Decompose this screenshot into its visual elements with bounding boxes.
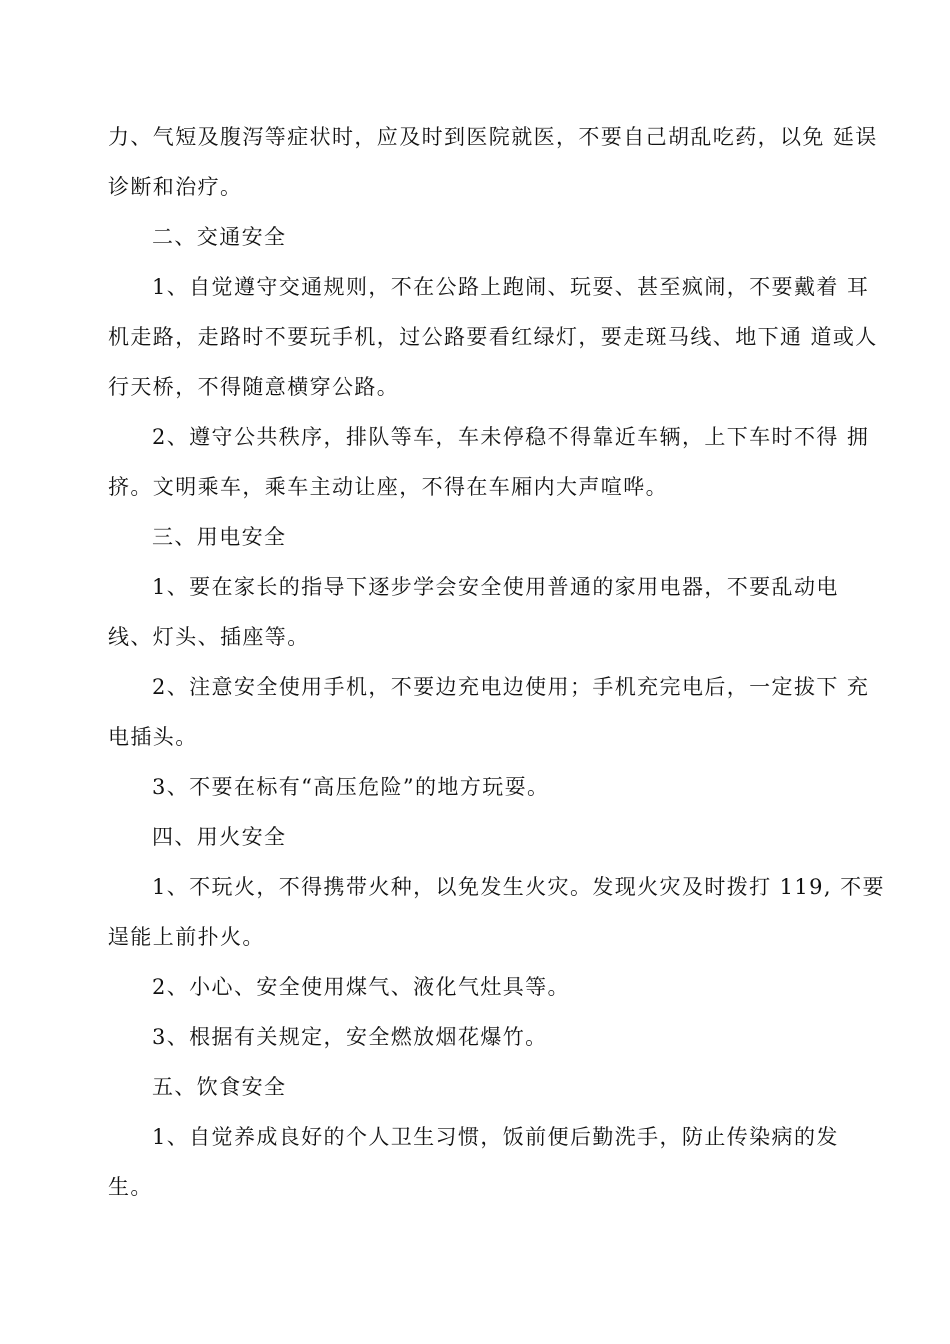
paragraph-line: 行天桥，不得随意横穿公路。 xyxy=(108,375,400,399)
paragraph-line: 1、自觉遵守交通规则，不在公路上跑闹、玩耍、甚至疯闹，不要戴着 耳 xyxy=(152,275,870,299)
paragraph-line: 3、不要在标有“高压危险”的地方玩耍。 xyxy=(152,775,550,799)
section-heading-traffic: 二、交通安全 xyxy=(152,225,287,249)
paragraph-line: 线、灯头、插座等。 xyxy=(108,625,310,649)
paragraph-line: 电插头。 xyxy=(108,725,198,749)
paragraph-line: 2、注意安全使用手机，不要边充电边使用；手机充完电后，一定拔下 充 xyxy=(152,675,870,699)
section-heading-fire: 四、用火安全 xyxy=(152,825,287,849)
paragraph-line: 3、根据有关规定，安全燃放烟花爆竹。 xyxy=(152,1025,548,1049)
paragraph-line: 诊断和治疗。 xyxy=(108,175,243,199)
paragraph-line: 1、要在家长的指导下逐步学会安全使用普通的家用电器，不要乱动电 xyxy=(152,575,839,599)
paragraph-line: 2、小心、安全使用煤气、液化气灶具等。 xyxy=(152,975,570,999)
paragraph-line: 力、气短及腹泻等症状时，应及时到医院就医，不要自己胡乱吃药，以免 延误 xyxy=(108,125,878,149)
paragraph-line: 机走路，走路时不要玩手机，过公路要看红绿灯，要走斑马线、地下通 道或人 xyxy=(108,325,878,349)
paragraph-line: 生。 xyxy=(108,1175,153,1199)
paragraph-line: 2、遵守公共秩序，排队等车，车未停稳不得靠近车辆，上下车时不得 拥 xyxy=(152,425,870,449)
paragraph-line: 逞能上前扑火。 xyxy=(108,925,265,949)
paragraph-line: 1、不玩火，不得携带火种，以免发生火灾。发现火灾及时拨打 119, 不要 xyxy=(152,875,885,899)
section-heading-food: 五、饮食安全 xyxy=(152,1075,287,1099)
document-body xyxy=(108,112,885,1212)
paragraph-line: 挤。文明乘车，乘车主动让座，不得在车厢内大声喧哗。 xyxy=(108,475,668,499)
paragraph-line: 1、自觉养成良好的个人卫生习惯，饭前便后勤洗手，防止传染病的发 xyxy=(152,1125,839,1149)
section-heading-electricity: 三、用电安全 xyxy=(152,525,287,549)
